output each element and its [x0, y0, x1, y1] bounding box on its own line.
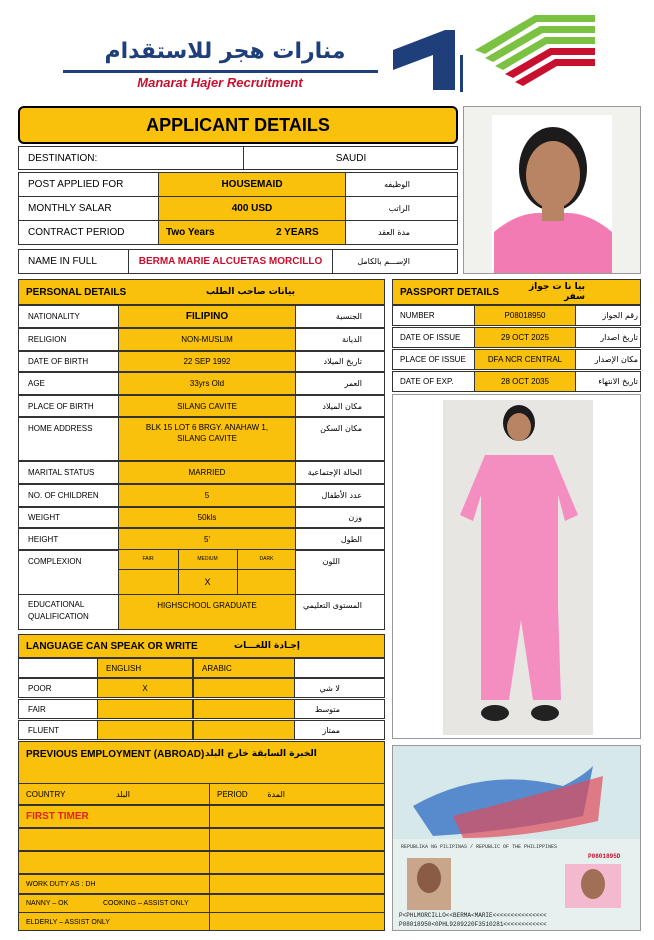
- language-row-label-ar: لا شي: [319, 683, 340, 693]
- personal-row-label: WEIGHT: [28, 513, 60, 522]
- personal-header-label: PERSONAL DETAILS: [26, 286, 127, 298]
- name-label: NAME IN FULL: [28, 256, 97, 267]
- employment-header-ar: الخبرة السابقة خارج البلد: [205, 749, 317, 759]
- personal-row-label-ar: وزن: [348, 513, 362, 522]
- personal-row-label: RELIGION: [28, 335, 67, 344]
- language-english-cell: X: [97, 678, 193, 698]
- passport-row-label: NUMBER: [400, 311, 435, 320]
- personal-row-label-ar: الديانة: [341, 335, 362, 344]
- personal-row-value: NON-MUSLIM: [118, 328, 296, 351]
- personal-row-label-ar: العمر: [344, 379, 362, 388]
- personal-row-label: HOME ADDRESS: [28, 423, 93, 433]
- employment-country-ar: البلد: [116, 789, 130, 799]
- logo-underline: [63, 70, 378, 73]
- passport-header-label: PASSPORT DETAILS: [400, 286, 500, 298]
- employment-elderly: ELDERLY – ASSIST ONLY: [26, 918, 110, 926]
- passport-scan-image: [392, 745, 641, 931]
- name-value: BERMA MARIE ALCUETAS MORCILLO: [128, 249, 333, 274]
- passport-row-value: P08018950: [474, 305, 576, 326]
- personal-row-label: PLACE OF BIRTH: [28, 401, 94, 411]
- house-logo-icon: [385, 10, 600, 95]
- personal-row-label: DATE OF BIRTH: [28, 357, 89, 366]
- passport-row-label: DATE OF EXP.: [400, 377, 454, 386]
- passport-image-country: REPUBLIKA NG PILIPINAS / REPUBLIC OF THE PHILIPPINES: [401, 844, 558, 850]
- personal-row-label-ar: تاريخ الميلاد: [323, 357, 362, 366]
- contract-label-ar: مدة العقد: [378, 228, 410, 237]
- logo-english-text: Manarat Hajer Recruitment: [137, 75, 303, 90]
- language-row-label: FAIR: [28, 704, 46, 714]
- complexion-fair: FAIR: [142, 556, 154, 562]
- personal-row-label-ar: عدد الأطفال: [321, 491, 362, 500]
- logo-arabic-text: منارات هجر للاستقدام: [104, 39, 346, 64]
- personal-row-value: MARRIED: [118, 461, 296, 484]
- personal-row-value: BLK 15 LOT 6 BRGY. ANAHAW 1, SILANG CAVITE: [118, 417, 296, 461]
- passport-image-number: P0801895D: [588, 853, 621, 860]
- personal-row-label: NO. OF CHILDREN: [28, 491, 99, 500]
- passport-row-label-ar: تاريخ الانتهاء: [598, 377, 638, 386]
- passport-row-label-ar: تاريخ اصدار: [600, 333, 638, 342]
- portrait-illustration: [464, 107, 641, 274]
- personal-row-label-ar: الطول: [340, 535, 362, 544]
- complexion-label-ar: اللون: [322, 556, 340, 566]
- personal-row-label: MARITAL STATUS: [28, 468, 95, 477]
- language-header-ar: إجـادة اللغـــات: [234, 641, 300, 651]
- passport-row-value: 29 OCT 2025: [474, 327, 576, 348]
- employment-row-3: [18, 851, 385, 874]
- passport-image-mrz1: P<PHLMORCILLO<<BERMA<MARIE<<<<<<<<<<<<<<<: [399, 912, 547, 919]
- personal-row-label: AGE: [28, 379, 45, 388]
- education-label: EDUCATIONAL QUALIFICATION: [28, 600, 89, 621]
- passport-row-label-ar: مكان الإصدار: [594, 355, 638, 364]
- applicant-portrait-photo: [463, 106, 641, 274]
- salary-value: 400 USD: [158, 196, 346, 221]
- language-english-cell: [97, 720, 193, 740]
- salary-label-ar: الراتب: [388, 204, 410, 213]
- post-label: POST APPLIED FOR: [28, 179, 124, 190]
- employment-period-ar: المدة: [267, 789, 285, 799]
- contract-value-years-caps: 2 YEARS: [276, 227, 319, 238]
- personal-row-value: SILANG CAVITE: [118, 395, 296, 417]
- personal-row-label-ar: الحالة الإجتماعية: [307, 468, 362, 477]
- personal-row-label: HEIGHT: [28, 535, 59, 544]
- employment-cooking: COOKING – ASSIST ONLY: [103, 900, 189, 907]
- personal-row-value: 22 SEP 1992: [118, 351, 296, 372]
- contract-label: CONTRACT PERIOD: [28, 227, 125, 238]
- personal-row-label: NATIONALITY: [28, 312, 80, 321]
- complexion-label: COMPLEXION: [28, 556, 82, 566]
- language-english-cell: [97, 699, 193, 719]
- language-col-arabic: ARABIC: [193, 658, 295, 678]
- personal-row-label-ar: مكان الميلاد: [322, 401, 362, 411]
- language-row-label-ar: متوسط: [314, 704, 340, 714]
- passport-image-mrz2: P08018950<0PHL9209220F3510281<<<<<<<<<<<<: [399, 921, 547, 928]
- language-header-label: LANGUAGE CAN SPEAK OR WRITE: [26, 640, 198, 652]
- personal-row-label-ar: الجنسية: [335, 312, 362, 321]
- employment-country-label: COUNTRY: [26, 789, 66, 799]
- employment-nanny: NANNY – OK: [26, 900, 69, 907]
- page-title: APPLICANT DETAILS: [18, 106, 458, 144]
- language-row-label: POOR: [28, 683, 52, 693]
- education-value: HIGHSCHOOL GRADUATE: [118, 594, 296, 630]
- contract-value-years: Two Years: [166, 227, 215, 238]
- passport-row-label: DATE OF ISSUE: [400, 333, 461, 342]
- language-arabic-cell: [193, 678, 295, 698]
- employment-first-timer: FIRST TIMER: [26, 811, 89, 822]
- language-arabic-cell: [193, 699, 295, 719]
- employment-header-label: PREVIOUS EMPLOYMENT (ABROAD): [26, 748, 205, 760]
- personal-row-value: 5: [118, 484, 296, 507]
- complexion-medium: MEDIUM: [197, 556, 218, 562]
- employment-period-label: PERIOD: [217, 789, 248, 799]
- employment-row-2: [18, 828, 385, 851]
- language-col-english: ENGLISH: [97, 658, 193, 678]
- language-row-label: FLUENT: [28, 725, 60, 735]
- passport-illustration: [393, 746, 641, 931]
- company-logo: [55, 10, 600, 95]
- name-label-ar: الإســـم بالكامل: [357, 257, 410, 266]
- salary-label: MONTHLY SALAR: [28, 203, 112, 214]
- post-value: HOUSEMAID: [158, 172, 346, 197]
- applicant-full-body-photo: [392, 394, 641, 739]
- personal-row-value: 33yrs Old: [118, 372, 296, 395]
- post-label-ar: الوظيفه: [384, 180, 410, 189]
- passport-header-ar: بيا نا ت جواز سفر: [528, 282, 585, 302]
- complexion-mark: X: [204, 577, 211, 587]
- passport-row-value: 28 OCT 2035: [474, 371, 576, 392]
- personal-row-value: 50kls: [118, 507, 296, 528]
- passport-row-value: DFA NCR CENTRAL: [474, 349, 576, 370]
- language-row-label-ar: ممتاز: [322, 725, 340, 735]
- personal-row-label-ar: مكان السكن: [320, 423, 362, 433]
- education-label-ar: المستوى التعليمي: [302, 600, 362, 610]
- complexion-dark: DARK: [259, 556, 274, 562]
- personal-row-value: FILIPINO: [118, 305, 296, 328]
- destination-label: DESTINATION:: [28, 152, 98, 164]
- employment-work-duty: WORK DUTY AS : DH: [26, 880, 96, 888]
- destination-value: SAUDI: [335, 152, 367, 164]
- passport-row-label-ar: رقم الجواز: [602, 311, 638, 320]
- language-arabic-cell: [193, 720, 295, 740]
- personal-header-ar: بيانات صاحب الطلب: [205, 287, 295, 297]
- personal-row-value: 5': [118, 528, 296, 551]
- passport-row-label: PLACE OF ISSUE: [400, 355, 466, 364]
- full-body-illustration: [393, 395, 641, 739]
